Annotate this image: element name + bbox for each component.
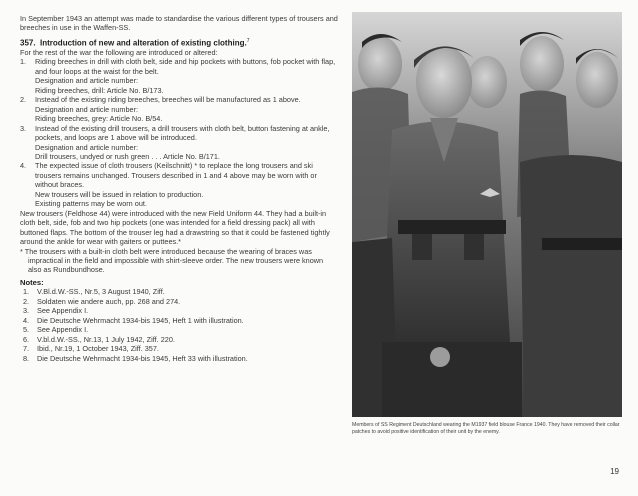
body-paragraph: New trousers (Feldhose 44) were introduced with the new Field Uniform 44. They had a built-in cloth belt, side, fob and two hip pockets (one was intended for a field dressing pack) all with buttoned flaps. The bottom of the trouser leg had a drawstring so that it could be fastened tightly around the ankle for wear with gaiters or puttees.* — [20, 208, 330, 247]
item-number: 1. — [20, 57, 27, 67]
item-body — [35, 95, 338, 123]
list-item — [20, 95, 338, 123]
photo-illustration — [352, 12, 622, 417]
footnote: * The trousers with a built-in cloth belt were introduced because the wearing of braces was impractical in the field and impossible with shirt-sleeve order. The new trousers were known also as Rundbundhose. — [20, 246, 324, 275]
note-item — [20, 297, 338, 306]
item-line: Designation and article number: — [35, 104, 139, 114]
note-text: V.bl.d.W.-SS., Nr.13, 1 July 1942, Ziff. 220. — [37, 334, 175, 344]
note-number: 4. — [23, 315, 30, 325]
section-number: 357. — [20, 38, 36, 48]
note-number: 2. — [23, 296, 30, 306]
item-line: Instead of the existing drill trousers, a drill trousers with cloth belt, button fastening at ankle, pockets, and loops are 1 above will be introduced. — [35, 123, 330, 143]
note-text: Die Deutsche Wehrmacht 1934-bis 1945, Heft 33 with illustration. — [37, 353, 248, 363]
text-column — [20, 14, 338, 363]
item-line: Existing patterns may be worn out. — [35, 199, 147, 209]
item-number: 3. — [20, 123, 27, 133]
list-item — [20, 124, 338, 162]
item-line: Riding breeches in drill with cloth belt, side and hip pockets with buttons, fob pocket with flap, and four loops at the waist for the belt. — [35, 57, 336, 76]
item-body — [35, 161, 338, 208]
note-text: V.Bl.d.W.-SS., Nr.5, 3 August 1940, Ziff. — [37, 287, 165, 297]
item-line: Drill trousers, undyed or rush green . . . Article No. B/171. — [35, 152, 220, 161]
note-item — [20, 325, 338, 334]
note-item — [20, 344, 338, 353]
photo-caption: Members of SS Regiment Deutschland wearing the M1937 field blouse France 1940. They have removed their collar patches to avoid positive identification of their unit by the enemy. — [352, 422, 620, 435]
item-line: Riding breeches, grey: Article No. B/54. — [35, 114, 163, 124]
note-number: 6. — [23, 334, 30, 344]
note-number: 3. — [23, 306, 30, 316]
item-list — [20, 57, 338, 208]
list-item — [20, 57, 338, 95]
note-item — [20, 306, 338, 315]
item-line: New trousers will be issued in relation to production. — [35, 189, 204, 199]
note-item — [20, 354, 338, 363]
item-body — [35, 57, 338, 95]
item-line: Designation and article number: — [35, 142, 139, 152]
item-number: 2. — [20, 95, 27, 105]
intro-paragraph: In September 1943 an attempt was made to standardise the various different types of trousers and breeches in use in the Waffen-SS. — [20, 14, 338, 33]
item-number: 4. — [20, 161, 27, 171]
section-lead: For the rest of the war the following are introduced or altered: — [20, 48, 218, 58]
note-text: Die Deutsche Wehrmacht 1934-bis 1945, Heft 1 with illustration. — [37, 315, 244, 325]
note-text: Soldaten wie andere auch, pp. 268 and 274. — [37, 296, 181, 306]
notes-list — [20, 287, 338, 363]
note-number: 1. — [23, 287, 30, 297]
note-item — [20, 335, 338, 344]
item-body — [35, 124, 338, 162]
note-text: Ibid., Nr.19, 1 October 1943, Ziff. 357. — [37, 344, 159, 354]
item-line: Instead of the existing riding breeches, breeches will be manufactured as 1 above. — [35, 95, 301, 105]
note-item — [20, 287, 338, 296]
section-heading — [20, 37, 338, 48]
note-number: 8. — [23, 353, 30, 363]
item-line: Riding breeches, drill: Article No. B/173. — [35, 85, 164, 95]
note-text: See Appendix I. — [37, 306, 89, 316]
notes-heading: Notes: — [20, 277, 44, 287]
note-number: 7. — [23, 344, 30, 354]
item-line: The expected issue of cloth trousers (Keilschnitt) * to replace the long trousers and ski trousers remains unchanged. Trousers described in 1 and 4 above may be worn with or without braces. — [35, 161, 317, 190]
list-item — [20, 161, 338, 208]
section-title: Introduction of new and alteration of existing clothing. — [40, 38, 247, 48]
note-reference: 7 — [246, 37, 250, 44]
item-line: Designation and article number: — [35, 76, 139, 86]
note-text: See Appendix I. — [37, 325, 89, 335]
soldiers-photograph — [352, 12, 622, 417]
note-item — [20, 316, 338, 325]
page-number: 19 — [610, 467, 619, 476]
note-number: 5. — [23, 325, 30, 335]
